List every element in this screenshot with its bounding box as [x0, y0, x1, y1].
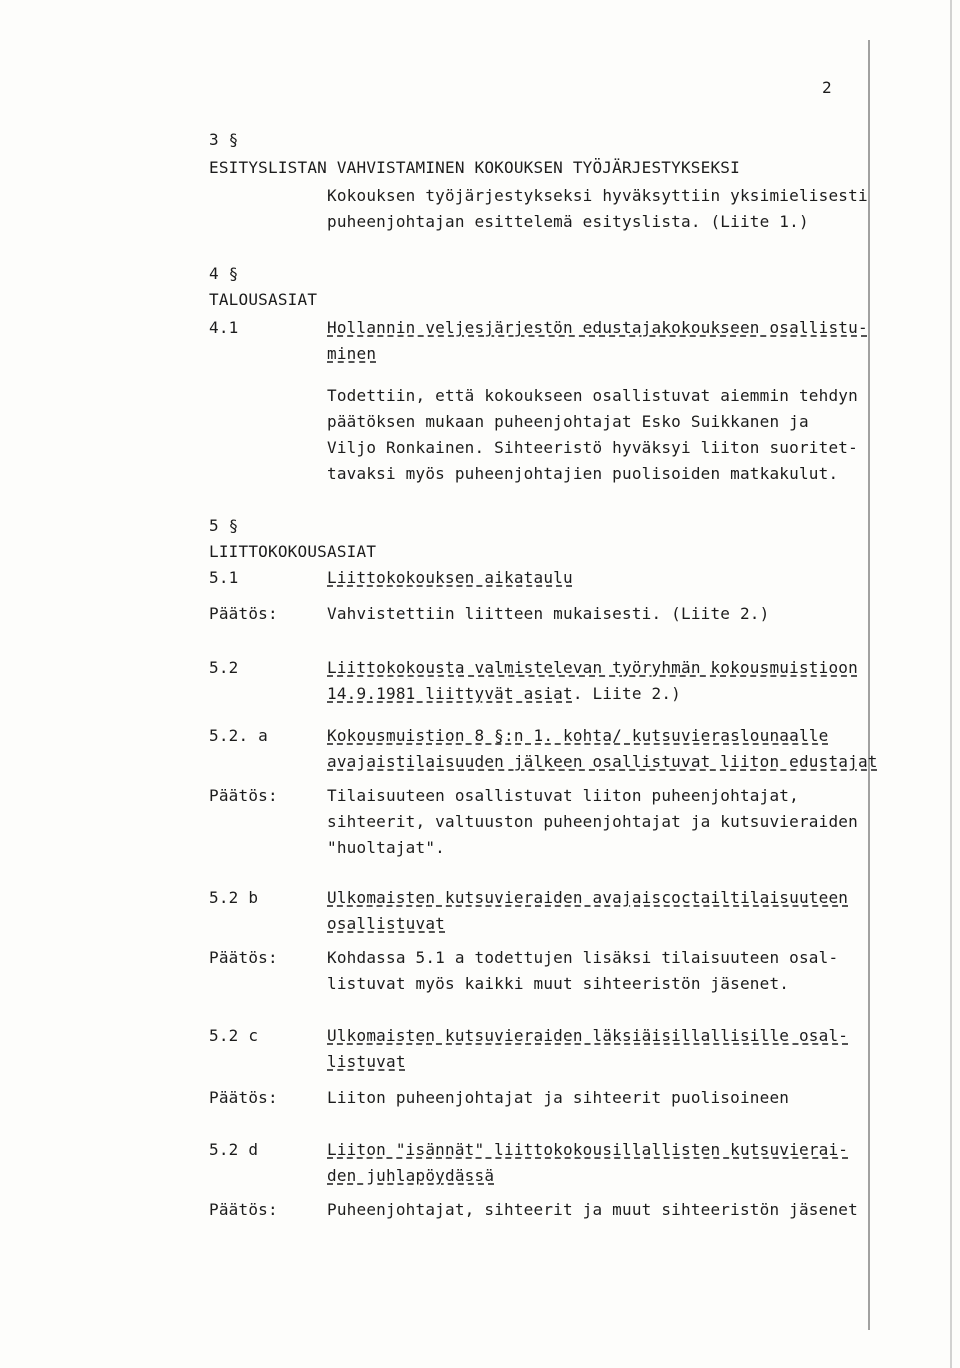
- item-title: Liittokokousta valmistelevan työryhmän kokousmuistioon: [327, 658, 858, 677]
- item-title: Ulkomaisten kutsuvieraiden läksiäisillallisille osal-: [327, 1026, 849, 1045]
- body-text: Todettiin, että kokoukseen osallistuvat aiemmin tehdyn: [327, 386, 858, 405]
- page-edge-line: [950, 0, 952, 1368]
- item-number: 5.2: [209, 658, 239, 677]
- section-number: 3 §: [209, 130, 239, 149]
- body-text: puheenjohtajan esittelemä esityslista. (Liite 1.): [327, 212, 809, 231]
- decision-label: Päätös:: [209, 1088, 278, 1107]
- decision-text: Kohdassa 5.1 a todettujen lisäksi tilaisuuteen osal-: [327, 948, 839, 967]
- section-title: ESITYSLISTAN VAHVISTAMINEN KOKOUKSEN TYÖJÄRJESTYKSEKSI: [209, 158, 740, 177]
- item-number: 5.2 c: [209, 1026, 259, 1045]
- decision-text: Vahvistettiin liitteen mukaisesti. (Liite 2.): [327, 604, 770, 623]
- item-title: avajaistilaisuuden jälkeen osallistuvat liiton edustajat: [327, 752, 878, 771]
- page-edge-line: [868, 40, 870, 1330]
- decision-text: sihteerit, valtuuston puheenjohtajat ja kutsuvieraiden: [327, 812, 858, 831]
- item-title: Kokousmuistion 8 §:n 1. kohta/ kutsuvieraslounaalle: [327, 726, 829, 745]
- page-number: 2: [822, 78, 832, 97]
- section-number: 5 §: [209, 516, 239, 535]
- item-number: 5.2. a: [209, 726, 268, 745]
- decision-label: Päätös:: [209, 786, 278, 805]
- item-title: listuvat: [327, 1052, 406, 1071]
- decision-text: Tilaisuuteen osallistuvat liiton puheenjohtajat,: [327, 786, 799, 805]
- item-title: Liittokokouksen aikataulu: [327, 568, 573, 587]
- item-title: minen: [327, 344, 377, 363]
- decision-text: listuvat myös kaikki muut sihteeristön jäsenet.: [327, 974, 790, 993]
- decision-text: "huoltajat".: [327, 838, 445, 857]
- decision-label: Päätös:: [209, 604, 278, 623]
- item-title: osallistuvat: [327, 914, 445, 933]
- body-text: Viljo Ronkainen. Sihteeristö hyväksyi liiton suoritet-: [327, 438, 858, 457]
- item-title: Ulkomaisten kutsuvieraiden avajaiscoctailtilaisuuteen: [327, 888, 849, 907]
- item-title-suffix: . Liite 2.): [572, 684, 681, 703]
- body-text: Kokouksen työjärjestykseksi hyväksyttiin yksimielisesti: [327, 186, 868, 205]
- item-title: Liiton "isännät" liittokokousillallisten kutsuvierai-: [327, 1140, 849, 1159]
- item-number: 5.2 d: [209, 1140, 259, 1159]
- item-number: 5.2 b: [209, 888, 259, 907]
- item-title: Hollannin veljesjärjestön edustajakokoukseen osallistu-: [327, 318, 868, 337]
- body-text: päätöksen mukaan puheenjohtajat Esko Suikkanen ja: [327, 412, 809, 431]
- body-text: tavaksi myös puheenjohtajien puolisoiden matkakulut.: [327, 464, 839, 483]
- item-title: den juhlapöydässä: [327, 1166, 495, 1185]
- section-number: 4 §: [209, 264, 239, 283]
- item-number: 4.1: [209, 318, 239, 337]
- section-title: LIITTOKOKOUSASIAT: [209, 542, 377, 561]
- item-title: [327, 684, 681, 704]
- decision-label: Päätös:: [209, 948, 278, 967]
- decision-text: Liiton puheenjohtajat ja sihteerit puolisoineen: [327, 1088, 790, 1107]
- item-number: 5.1: [209, 568, 239, 587]
- section-title: TALOUSASIAT: [209, 290, 318, 309]
- item-title-underlined: 14.9.1981 liittyvät asiat: [327, 684, 573, 703]
- decision-text: Puheenjohtajat, sihteerit ja muut sihteeristön jäsenet: [327, 1200, 858, 1219]
- decision-label: Päätös:: [209, 1200, 278, 1219]
